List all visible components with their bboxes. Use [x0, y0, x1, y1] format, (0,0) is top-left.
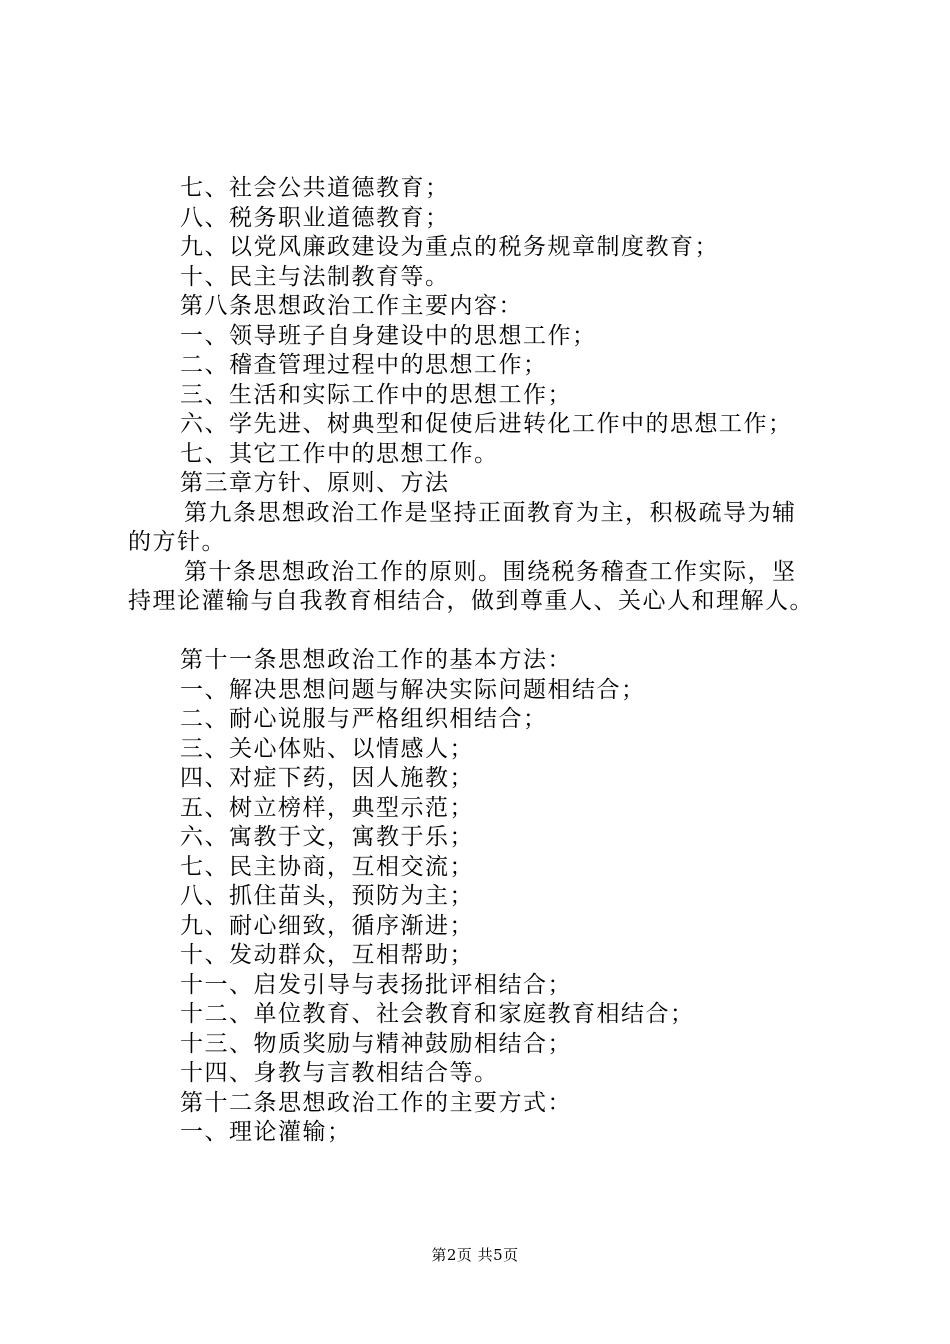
text-line: 十四、身教与言教相结合等。	[180, 1060, 499, 1086]
paragraph-first-line: 第十条思想政治工作的原则。围绕税务稽查工作实际，坚	[184, 558, 797, 585]
text-line: 七、社会公共道德教育；	[180, 175, 450, 201]
text-line: 九、以党风廉政建设为重点的税务规章制度教育；	[180, 234, 719, 260]
text-line: 七、民主协商，互相交流；	[180, 853, 474, 880]
article-10-paragraph	[128, 558, 860, 617]
text-line: 八、抓住苗头，预防为主；	[180, 883, 474, 909]
paragraph-first-line: 第九条思想政治工作是坚持正面教育为主，积极疏导为辅	[184, 499, 797, 526]
text-line: 四、对症下药，因人施教；	[180, 765, 474, 791]
text-line: 十、民主与法制教育等。	[180, 263, 450, 290]
text-line: 三、生活和实际工作中的思想工作；	[180, 381, 572, 408]
text-line: 一、解决思想问题与解决实际问题相结合；	[180, 676, 646, 703]
blank-line	[180, 617, 860, 647]
paragraph-continuation: 持理论灌输与自我教育相结合，做到尊重人、关心人和理解人。	[128, 588, 814, 614]
text-line: 六、学先进、树典型和促使后进转化工作中的思想工作；	[180, 411, 793, 437]
text-line: 二、耐心说服与严格组织相结合；	[180, 706, 548, 732]
text-line: 一、领导班子自身建设中的思想工作；	[180, 322, 597, 349]
article-heading: 第八条思想政治工作主要内容：	[180, 293, 523, 319]
text-line: 二、稽查管理过程中的思想工作；	[180, 352, 548, 378]
text-line: 六、寓教于文，寓教于乐；	[180, 824, 474, 850]
article-heading: 第十一条思想政治工作的基本方法：	[180, 647, 572, 673]
text-line: 十三、物质奖励与精神鼓励相结合；	[180, 1030, 572, 1057]
text-line: 九、耐心细致，循序渐进；	[180, 912, 474, 939]
text-line: 一、理论灌输；	[180, 1119, 352, 1145]
text-line: 八、税务职业道德教育；	[180, 204, 450, 231]
article-heading: 第十二条思想政治工作的主要方式：	[180, 1089, 572, 1116]
document-body	[128, 174, 860, 1148]
page-footer: 第2页 共5页	[431, 1246, 519, 1264]
text-line: 三、关心体贴、以情感人；	[180, 735, 474, 762]
article-9-paragraph	[128, 499, 860, 558]
chapter-heading: 第三章方针、原则、方法	[180, 470, 450, 496]
paragraph-continuation: 的方针。	[128, 529, 226, 555]
text-line: 十、发动群众，互相帮助；	[180, 942, 474, 968]
text-line: 十二、单位教育、社会教育和家庭教育相结合；	[180, 1001, 695, 1027]
text-line: 七、其它工作中的思想工作。	[180, 440, 499, 467]
text-line: 十一、启发引导与表扬批评相结合；	[180, 971, 572, 998]
text-line: 五、树立榜样，典型示范；	[180, 794, 474, 821]
